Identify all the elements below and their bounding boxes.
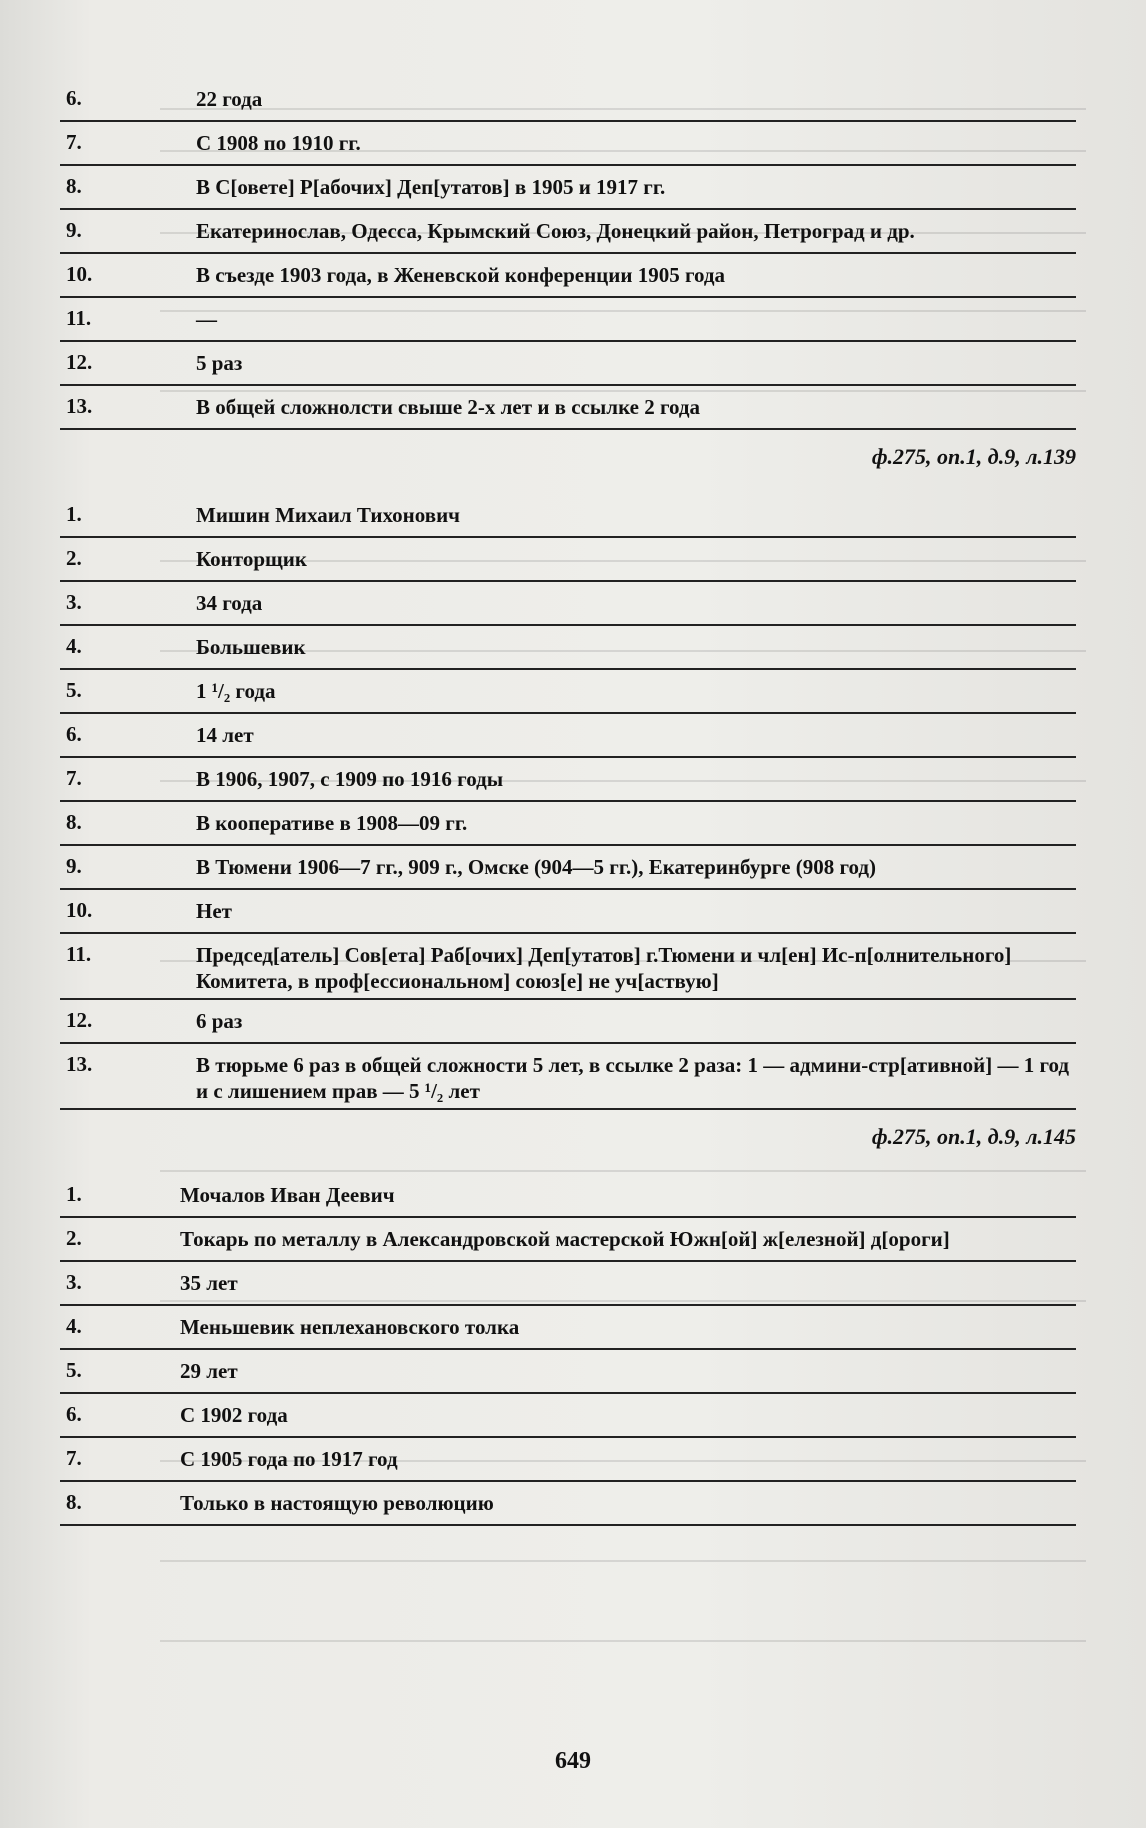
list-item — [60, 670, 1076, 714]
item-text: 5 раз — [196, 351, 243, 375]
item-text: С 1902 года — [180, 1403, 288, 1427]
list-item — [60, 1044, 1076, 1110]
item-number: 5. — [66, 678, 82, 702]
item-text: 6 раз — [196, 1009, 243, 1033]
list-item — [60, 758, 1076, 802]
item-number: 9. — [66, 854, 82, 878]
list-item — [60, 1262, 1076, 1306]
item-number: 7. — [66, 130, 82, 154]
item-text: Меньшевик неплехановского толка — [180, 1315, 520, 1339]
item-number: 8. — [66, 174, 82, 198]
item-number: 13. — [66, 394, 93, 418]
record-block-mochalov — [60, 1174, 1076, 1526]
item-text: Мочалов Иван Деевич — [180, 1183, 395, 1207]
list-item — [60, 890, 1076, 934]
list-item — [60, 494, 1076, 538]
list-item — [60, 342, 1076, 386]
item-number: 1. — [66, 1182, 82, 1206]
item-text: Токарь по металлу в Александровской мастерской Южн[ой] ж[елезной] д[ороги] — [180, 1227, 950, 1251]
item-text: 1 ¹/₂ года — [196, 679, 276, 703]
item-number: 8. — [66, 810, 82, 834]
item-text: Екатеринослав, Одесса, Крымский Союз, Донецкий район, Петроград и др. — [196, 219, 915, 243]
item-text: В общей сложнолсти свыше 2-х лет и в ссылке 2 года — [196, 395, 701, 419]
item-text: 14 лет — [196, 723, 254, 747]
item-text: 34 года — [196, 591, 263, 615]
item-text: С 1905 года по 1917 год — [180, 1447, 398, 1471]
record-block-mishin — [60, 494, 1076, 1150]
item-text: Большевик — [196, 635, 306, 659]
list-item — [60, 538, 1076, 582]
item-text: В 1906, 1907, с 1909 по 1916 годы — [196, 767, 504, 791]
item-number: 6. — [66, 1402, 82, 1426]
list-item — [60, 254, 1076, 298]
list-item — [60, 166, 1076, 210]
item-text: 22 года — [196, 87, 263, 111]
item-number: 10. — [66, 898, 93, 922]
item-text: В съезде 1903 года, в Женевской конференции 1905 года — [196, 263, 725, 287]
item-number: 7. — [66, 1446, 82, 1470]
document-body — [60, 78, 1076, 1550]
item-number: 5. — [66, 1358, 82, 1382]
item-number: 1. — [66, 502, 82, 526]
list-item — [60, 582, 1076, 626]
item-number: 2. — [66, 546, 82, 570]
item-text: С 1908 по 1910 гг. — [196, 131, 361, 155]
item-number: 11. — [66, 942, 92, 966]
item-text: 35 лет — [180, 1271, 238, 1295]
item-number: 3. — [66, 1270, 82, 1294]
archive-reference: ф.275, оп.1, д.9, л.145 — [871, 1124, 1076, 1149]
list-item — [60, 386, 1076, 430]
item-text: Конторщик — [196, 547, 307, 571]
list-item — [60, 934, 1076, 1000]
item-number: 8. — [66, 1490, 82, 1514]
item-number: 12. — [66, 350, 93, 374]
item-number: 4. — [66, 1314, 82, 1338]
item-number: 3. — [66, 590, 82, 614]
list-item — [60, 1174, 1076, 1218]
list-item — [60, 122, 1076, 166]
list-item — [60, 1218, 1076, 1262]
item-number: 12. — [66, 1008, 93, 1032]
list-item — [60, 1350, 1076, 1394]
list-item — [60, 1438, 1076, 1482]
list-item — [60, 1306, 1076, 1350]
list-item — [60, 210, 1076, 254]
item-text: Председ[атель] Сов[ета] Раб[очих] Деп[утатов] г.Тюмени и чл[ен] Ис-п[олнительного] Комитета, в проф[ессиональном] союз[е] не уч[аствую] — [196, 943, 1012, 993]
item-number: 10. — [66, 262, 93, 286]
item-text: — — [196, 307, 217, 331]
item-text: Мишин Михаил Тихонович — [196, 503, 461, 527]
list-item — [60, 714, 1076, 758]
item-text: Нет — [196, 899, 232, 923]
item-number: 6. — [66, 86, 82, 110]
item-text: В Тюмени 1906—7 гг., 909 г., Омске (904—5 гг.), Екатеринбурге (908 год) — [196, 855, 876, 879]
item-number: 9. — [66, 218, 82, 242]
item-number: 6. — [66, 722, 82, 746]
item-text: В С[овете] Р[абочих] Деп[утатов] в 1905 и 1917 гг. — [196, 175, 666, 199]
item-number: 13. — [66, 1052, 93, 1076]
page-number: 649 — [555, 1748, 591, 1774]
item-number: 7. — [66, 766, 82, 790]
list-item — [60, 1000, 1076, 1044]
item-number: 11. — [66, 306, 92, 330]
item-text: В тюрьме 6 раз в общей сложности 5 лет, в ссылке 2 раза: 1 — админи-стр[ативной] — 1 год и с лишением прав — 5 ¹/₂ лет — [196, 1053, 1070, 1103]
list-item — [60, 1482, 1076, 1526]
item-text: Только в настоящую революцию — [180, 1491, 494, 1515]
list-item — [60, 802, 1076, 846]
list-item — [60, 78, 1076, 122]
item-number: 4. — [66, 634, 82, 658]
item-text: 29 лет — [180, 1359, 238, 1383]
list-item — [60, 626, 1076, 670]
archive-reference: ф.275, оп.1, д.9, л.139 — [871, 444, 1076, 469]
item-text: В кооперативе в 1908—09 гг. — [196, 811, 468, 835]
record-block-continuation — [60, 78, 1076, 470]
list-item — [60, 846, 1076, 890]
item-number: 2. — [66, 1226, 82, 1250]
list-item — [60, 1394, 1076, 1438]
list-item — [60, 298, 1076, 342]
